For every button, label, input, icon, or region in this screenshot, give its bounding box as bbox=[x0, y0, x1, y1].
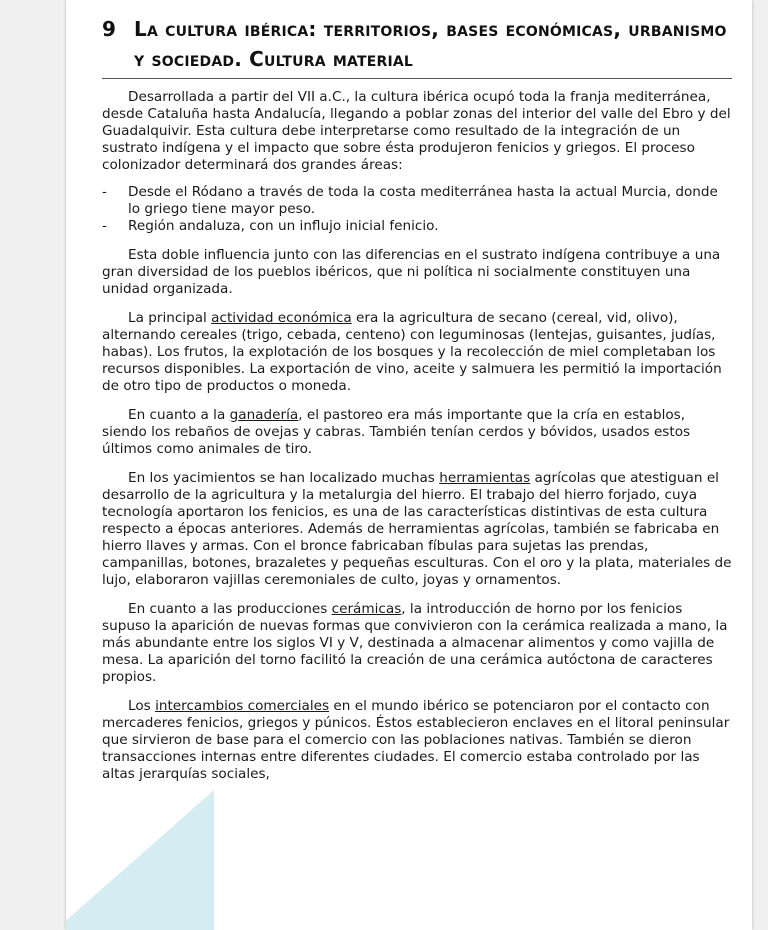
paragraph-trade bbox=[102, 698, 732, 783]
text-span: Los bbox=[128, 698, 156, 714]
document-content bbox=[102, 14, 732, 783]
underlined-term: herramientas bbox=[439, 470, 531, 486]
underlined-term: intercambios comerciales bbox=[155, 698, 330, 714]
text-span: En los yacimientos se han localizado muchas bbox=[128, 470, 440, 486]
text-span: , la introducción de horno por los fenicios supuso la aparición de nuevas formas que convivieron con la cerámica realizada a mano, la más abundante entre los siglos VI y V, destinada a almacenar alimentos y como vajilla de mesa. La aparición del torno facilitó la creación de una cerámica autóctona de caracteres propios. bbox=[102, 601, 728, 685]
underlined-term: ganadería bbox=[229, 407, 299, 423]
paragraph-economy bbox=[102, 310, 732, 395]
areas-list bbox=[102, 184, 732, 235]
paragraph-intro: Desarrollada a partir del VII a.C., la cultura ibérica ocupó toda la franja mediterránea, desde Cataluña hasta Andalucía, llegando a poblar zonas del interior del valle del Ebro y del Guadalquivir. Esta cultura debe interpretarse como resultado de la integración de un sustrato indígena y el impacto que sobre ésta produjeron fenicios y griegos. El proceso colonizador determinará dos grandes áreas: bbox=[102, 89, 731, 173]
text-span: era la agricultura de secano (cereal, vid, olivo), alternando cereales (trigo, cebada, centeno) con leguminosas (lentejas, guisantes, judías, habas). Los frutos, la explotación de los bosques y la recolección de miel completaban los recursos disponibles. La exportación de vino, aceite y salmuera les permitió la importación de otro tipo de productos o moneda. bbox=[102, 310, 722, 394]
text-span: agrícolas que atestiguan el desarrollo de la agricultura y la metalurgia del hierro. El trabajo del hierro forjado, cuya tecnología aportaron los fenicios, es una de las características distintivas de esta cultura respecto a épocas anteriores. Además de herramientas agrícolas, también se fabricaba en hierro llaves y armas. Con el bronce fabricaban fíbulas para sujetas las prendas, campanillas, botones, brazaletes y pequeñas esculturas. Con el oro y la plata, materiales de lujo, elaboraron vajillas ceremoniales de culto, joyas y ornamentos. bbox=[102, 470, 732, 588]
list-item bbox=[102, 184, 732, 218]
list-item-text: Desde el Ródano a través de toda la costa mediterránea hasta la actual Murcia, donde lo griego tiene mayor peso. bbox=[128, 184, 718, 217]
paragraph-livestock bbox=[102, 407, 732, 458]
list-dash: - bbox=[102, 218, 107, 234]
paragraph-tools bbox=[102, 470, 732, 589]
list-item-text: Región andaluza, con un influjo inicial fenicio. bbox=[128, 218, 439, 234]
text-span: en el mundo ibérico se potenciaron por el contacto con mercaderes fenicios, griegos y púnicos. Éstos establecieron enclaves en el litoral peninsular que sirvieron de base para el comercio con las poblaciones nativas. También se dieron transacciones internas entre diferentes ciudades. El comercio estaba controlado por las altas jerarquías sociales, bbox=[102, 698, 730, 782]
document-page bbox=[66, 0, 752, 930]
section-title: La cultura ibérica: territorios, bases económicas, urbanismo y sociedad. Cultura material bbox=[134, 17, 727, 71]
text-span: En cuanto a las producciones bbox=[128, 601, 332, 617]
text-span: En cuanto a la bbox=[128, 407, 230, 423]
underlined-term: cerámicas bbox=[331, 601, 402, 617]
section-number: 9 bbox=[102, 17, 116, 41]
list-item bbox=[102, 218, 732, 235]
paragraph-influence: Esta doble influencia junto con las diferencias en el sustrato indígena contribuye a una gran diversidad de los pueblos ibéricos, que ni política ni socialmente constituyen una unidad organizada. bbox=[102, 247, 721, 297]
text-span: La principal bbox=[128, 310, 212, 326]
decorative-corner bbox=[66, 790, 214, 930]
list-dash: - bbox=[102, 184, 107, 200]
text-span: , el pastoreo era más importante que la cría en establos, siendo los rebaños de ovejas y cabras. También tenían cerdos y bóvidos, usados estos últimos como animales de tiro. bbox=[102, 407, 691, 457]
paragraph-ceramics bbox=[102, 601, 732, 686]
section-heading bbox=[102, 14, 732, 79]
underlined-term: actividad económica bbox=[211, 310, 352, 326]
